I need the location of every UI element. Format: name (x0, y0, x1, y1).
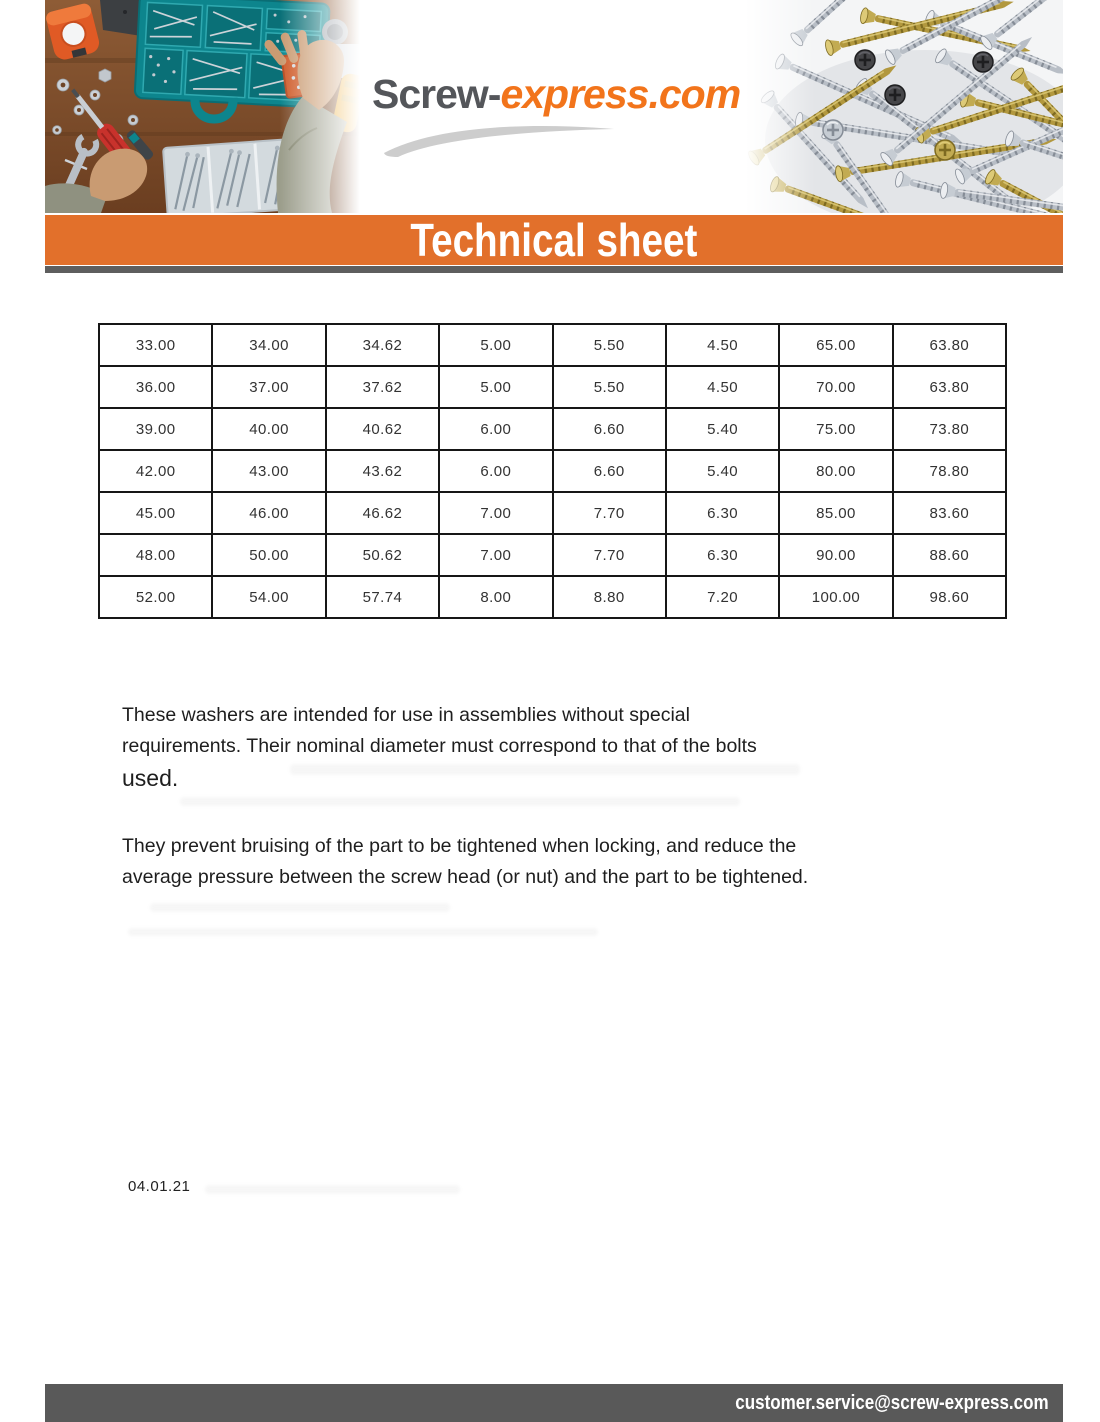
logo-text (372, 71, 741, 117)
table-cell: 40.00 (212, 408, 325, 450)
scan-artifact (150, 903, 450, 912)
table-cell: 98.60 (893, 576, 1006, 618)
table-cell: 50.00 (212, 534, 325, 576)
table-cell: 4.50 (666, 324, 779, 366)
logo (372, 71, 741, 174)
banner-title: Technical sheet (410, 214, 698, 266)
table-cell: 43.00 (212, 450, 325, 492)
paragraph-washers-function (122, 831, 912, 893)
table-cell: 33.00 (99, 324, 212, 366)
table-cell: 85.00 (779, 492, 892, 534)
table-cell: 88.60 (893, 534, 1006, 576)
table-cell: 37.62 (326, 366, 439, 408)
table-cell: 78.80 (893, 450, 1006, 492)
logo-part1: Screw- (372, 71, 501, 117)
workshop-photo (45, 0, 360, 213)
table-cell: 34.62 (326, 324, 439, 366)
table-cell: 63.80 (893, 366, 1006, 408)
footer-email: customer.service@screw-express.com (735, 1391, 1049, 1414)
table-row (99, 576, 1006, 618)
table-cell: 6.60 (553, 450, 666, 492)
paragraph-line: requirements. Their nominal diameter must correspond to that of the bolts (122, 735, 757, 757)
table-cell: 7.20 (666, 576, 779, 618)
logo-swoosh-graphic (374, 121, 624, 157)
table-cell: 7.70 (553, 492, 666, 534)
table-cell: 6.00 (439, 450, 552, 492)
table-cell: 7.00 (439, 492, 552, 534)
table-cell: 6.30 (666, 534, 779, 576)
table-cell: 6.60 (553, 408, 666, 450)
table-cell: 8.00 (439, 576, 552, 618)
table-cell: 46.62 (326, 492, 439, 534)
table-cell: 65.00 (779, 324, 892, 366)
footer-bar (45, 1384, 1063, 1422)
document-date: 04.01.21 (128, 1178, 191, 1195)
table-row (99, 324, 1006, 366)
table-cell: 34.00 (212, 324, 325, 366)
paragraph-line: used. (122, 765, 179, 791)
paragraph-washers-use (122, 700, 912, 795)
table-cell: 75.00 (779, 408, 892, 450)
table-cell: 57.74 (326, 576, 439, 618)
scan-artifact (290, 764, 800, 775)
table-cell: 48.00 (99, 534, 212, 576)
table-row (99, 408, 1006, 450)
scan-artifact (205, 1185, 460, 1194)
scan-artifact (128, 928, 598, 936)
table-cell: 36.00 (99, 366, 212, 408)
table-cell: 8.80 (553, 576, 666, 618)
table-cell: 70.00 (779, 366, 892, 408)
table-cell: 46.00 (212, 492, 325, 534)
logo-part2: express.com (500, 71, 741, 117)
paragraph-line: They prevent bruising of the part to be tightened when locking, and reduce the (122, 835, 797, 857)
table-cell: 42.00 (99, 450, 212, 492)
table-row (99, 450, 1006, 492)
table-cell: 5.50 (553, 324, 666, 366)
table-cell: 39.00 (99, 408, 212, 450)
screws-photo (745, 0, 1063, 213)
table-cell: 100.00 (779, 576, 892, 618)
table-row (99, 366, 1006, 408)
table-cell: 7.70 (553, 534, 666, 576)
table-row (99, 534, 1006, 576)
table-cell: 73.80 (893, 408, 1006, 450)
table-cell: 50.62 (326, 534, 439, 576)
table-cell: 7.00 (439, 534, 552, 576)
table-cell: 45.00 (99, 492, 212, 534)
table-cell: 54.00 (212, 576, 325, 618)
scan-artifact (180, 797, 740, 806)
table-row (99, 492, 1006, 534)
table-cell: 80.00 (779, 450, 892, 492)
table-cell: 63.80 (893, 324, 1006, 366)
spec-table (98, 323, 1007, 619)
table-cell: 40.62 (326, 408, 439, 450)
table-cell: 5.00 (439, 324, 552, 366)
table-cell: 5.40 (666, 408, 779, 450)
table-cell: 5.40 (666, 450, 779, 492)
table-cell: 4.50 (666, 366, 779, 408)
table-cell: 83.60 (893, 492, 1006, 534)
banner-shadow-strip (45, 266, 1063, 273)
table-cell: 90.00 (779, 534, 892, 576)
paragraph-line: These washers are intended for use in assemblies without special (122, 704, 690, 726)
table-cell: 52.00 (99, 576, 212, 618)
table-cell: 5.00 (439, 366, 552, 408)
table-cell: 43.62 (326, 450, 439, 492)
table-cell: 6.30 (666, 492, 779, 534)
table-cell: 5.50 (553, 366, 666, 408)
table-cell: 37.00 (212, 366, 325, 408)
paragraph-line: average pressure between the screw head (or nut) and the part to be tightened. (122, 866, 809, 888)
table-cell: 6.00 (439, 408, 552, 450)
technical-sheet-banner (45, 215, 1063, 265)
table-body (99, 324, 1006, 618)
